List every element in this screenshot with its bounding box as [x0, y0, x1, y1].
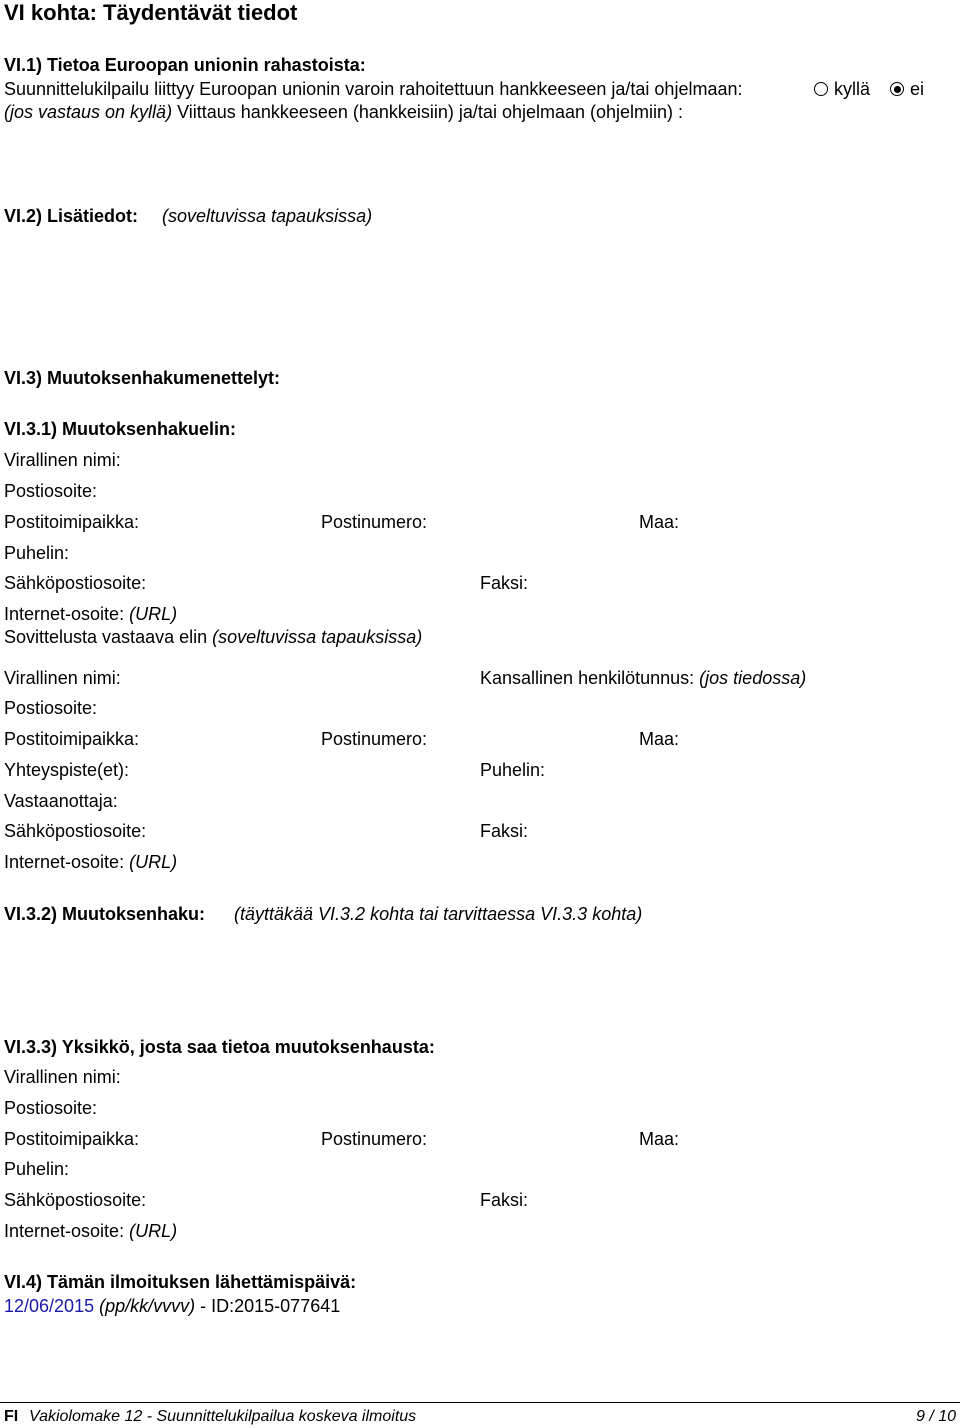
footer-form-title: Vakiolomake 12 - Suunnittelukilpailua koskeva ilmoitus	[29, 1408, 417, 1425]
vi31-country: Maa:	[639, 512, 680, 532]
vi4-date: 12/06/2015	[4, 1296, 95, 1316]
vi33-internet	[4, 1222, 177, 1240]
vi31-postal-address: Postiosoite:	[4, 481, 98, 501]
mediation-country: Maa:	[639, 729, 680, 749]
mediation-note: (soveltuvissa tapauksissa)	[212, 627, 423, 647]
mediation-contact: Yhteyspiste(et):	[4, 760, 130, 780]
vi2-note: (soveltuvissa tapauksissa)	[162, 206, 373, 226]
mediation-fax: Faksi:	[480, 821, 529, 841]
mediation-postal-address: Postiosoite:	[4, 698, 98, 718]
mediation-postcode: Postinumero:	[321, 729, 428, 749]
vi4-date-line	[4, 1297, 340, 1315]
radio-no[interactable]	[890, 80, 924, 98]
mediation-official-name: Virallinen nimi:	[4, 668, 121, 688]
vi33-url: (URL)	[129, 1221, 178, 1241]
vi4-notice-id: - ID:2015-077641	[200, 1296, 341, 1316]
footer-page-number: 9 / 10	[915, 1408, 956, 1425]
vi33-postal-address: Postiosoite:	[4, 1098, 98, 1118]
vi33-town: Postitoimipaikka:	[4, 1129, 140, 1149]
radio-no-label: ei	[910, 79, 925, 99]
vi31-url: (URL)	[129, 604, 178, 624]
vi31-official-name: Virallinen nimi:	[4, 450, 121, 470]
mediation-heading-label: Sovittelusta vastaava elin	[4, 627, 208, 647]
vi33-postcode: Postinumero:	[321, 1129, 428, 1149]
radio-yes-label: kyllä	[834, 79, 871, 99]
vi31-heading: VI.3.1) Muutoksenhakuelin:	[4, 419, 237, 439]
section-title: VI kohta: Täydentävät tiedot	[4, 0, 298, 25]
radio-yes-circle-icon	[814, 82, 828, 96]
vi31-email: Sähköpostiosoite:	[4, 573, 147, 593]
vi32-note: (täyttäkää VI.3.2 kohta tai tarvittaessa VI.3.3 kohta)	[234, 904, 643, 924]
mediation-phone: Puhelin:	[480, 760, 546, 780]
vi31-town: Postitoimipaikka:	[4, 512, 140, 532]
mediation-heading	[4, 628, 422, 646]
vi31-fax: Faksi:	[480, 573, 529, 593]
radio-yes[interactable]	[814, 80, 870, 98]
vi31-postcode: Postinumero:	[321, 512, 428, 532]
mediation-internet-label: Internet-osoite:	[4, 852, 125, 872]
vi1-heading: VI.1) Tietoa Euroopan unionin rahastoista:	[4, 55, 366, 75]
vi1-reference-text: Viittaus hankkeeseen (hankkeisiin) ja/tai ohjelmaan (ohjelmiin) :	[177, 102, 684, 122]
footer-divider	[0, 1402, 960, 1403]
mediation-recipient: Vastaanottaja:	[4, 791, 118, 811]
footer-lang: FI	[4, 1408, 19, 1425]
vi33-phone: Puhelin:	[4, 1159, 70, 1179]
mediation-national-id-note: (jos tiedossa)	[699, 668, 807, 688]
vi31-phone: Puhelin:	[4, 543, 70, 563]
mediation-national-id	[480, 669, 806, 687]
vi2-heading: VI.2) Lisätiedot:	[4, 206, 139, 226]
vi33-official-name: Virallinen nimi:	[4, 1067, 121, 1087]
vi33-country: Maa:	[639, 1129, 680, 1149]
mediation-internet	[4, 853, 177, 871]
vi33-heading: VI.3.3) Yksikkö, josta saa tietoa muutoksenhausta:	[4, 1037, 435, 1057]
mediation-town: Postitoimipaikka:	[4, 729, 140, 749]
vi33-email: Sähköpostiosoite:	[4, 1190, 147, 1210]
mediation-email: Sähköpostiosoite:	[4, 821, 147, 841]
vi31-internet	[4, 605, 177, 623]
vi4-date-format: (pp/kk/vvvv)	[99, 1296, 196, 1316]
vi4-heading: VI.4) Tämän ilmoituksen lähettämispäivä:	[4, 1272, 357, 1292]
mediation-url: (URL)	[129, 852, 178, 872]
vi1-question: Suunnittelukilpailu liittyy Euroopan unionin varoin rahoitettuun hankkeeseen ja/tai ohjelmaan:	[4, 79, 743, 99]
vi1-reference	[4, 103, 683, 121]
vi33-fax: Faksi:	[480, 1190, 529, 1210]
vi1-reference-condition: (jos vastaus on kyllä)	[4, 102, 173, 122]
vi33-internet-label: Internet-osoite:	[4, 1221, 125, 1241]
vi32-heading: VI.3.2) Muutoksenhaku:	[4, 904, 206, 924]
radio-no-selected-icon	[890, 82, 904, 96]
mediation-national-id-label: Kansallinen henkilötunnus:	[480, 668, 695, 688]
vi3-heading: VI.3) Muutoksenhakumenettelyt:	[4, 368, 281, 388]
vi31-internet-label: Internet-osoite:	[4, 604, 125, 624]
